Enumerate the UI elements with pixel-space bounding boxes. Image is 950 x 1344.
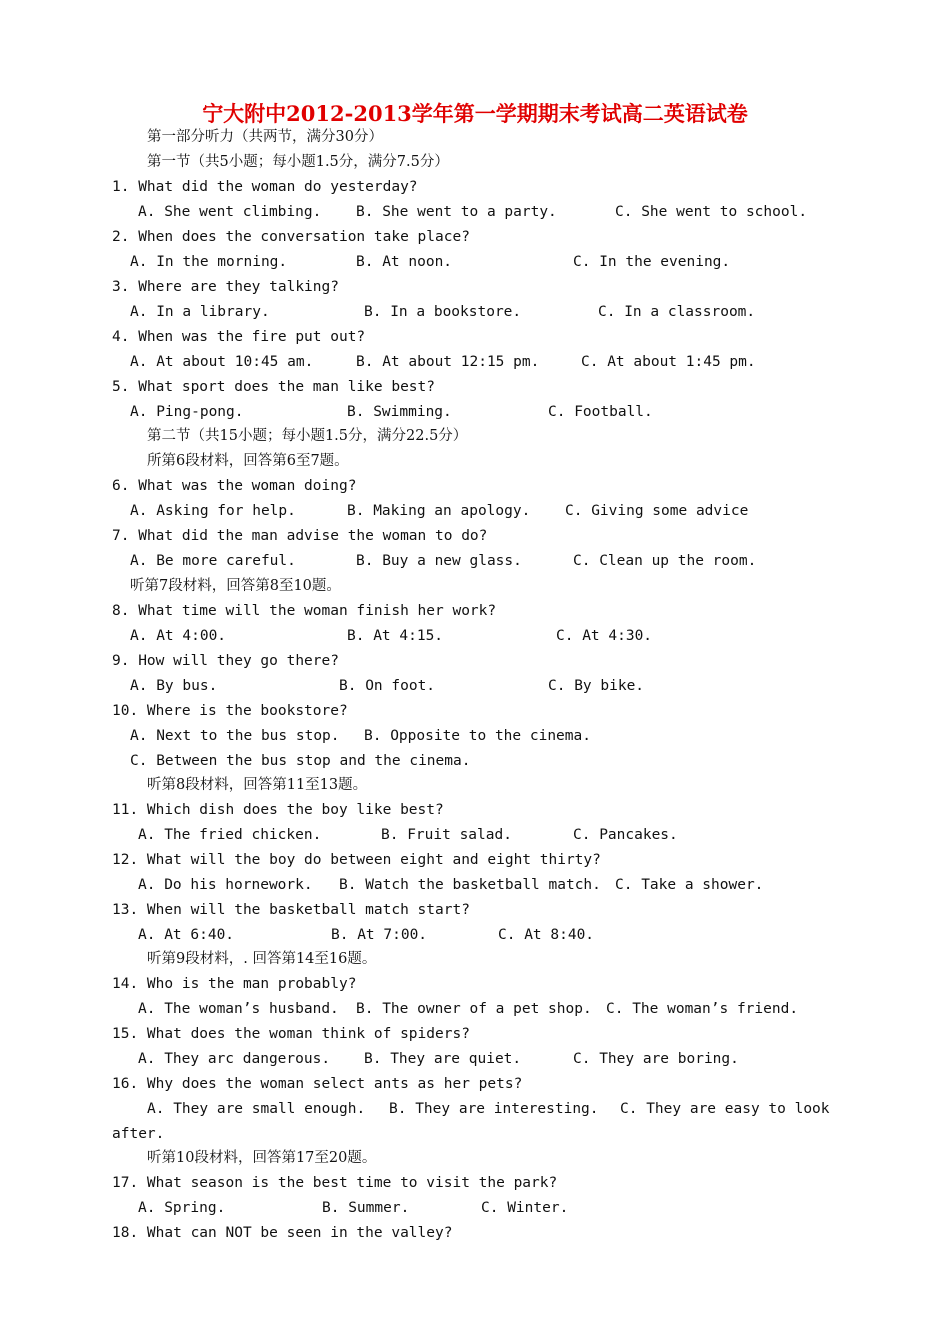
part-heading: 第一部分听力（共两节，满分30分） [147,129,383,145]
option-a: A. Spring. [138,1200,226,1216]
option-b: B. She went to a party. [356,204,557,220]
option-a: A. Asking for help. [130,503,296,519]
section-heading: 第二节（共15小题；每小题1.5分，满分22.5分） [147,428,468,444]
option-c: C. In a classroom. [598,304,756,320]
option-c: C. She went to school. [615,204,808,220]
option-c: C. Take a shower. [615,877,764,893]
question-text: 15. What does the woman think of spiders? [112,1026,470,1042]
option-b: B. At about 12:15 pm. [356,354,540,370]
option-c: C. Pancakes. [573,827,678,843]
option-c: C. The woman’s friend. [606,1001,799,1017]
option-a: A. They arc dangerous. [138,1051,331,1067]
option-b: B. On foot. [339,678,436,694]
option-a: A. In the morning. [130,254,288,270]
question-text: 2. When does the conversation take place? [112,229,470,245]
option-a: A. They are small enough. [147,1101,366,1117]
option-c: C. Football. [548,404,653,420]
option-b: B. Summer. [322,1200,410,1216]
option-b: B. Making an apology. [347,503,531,519]
question-text: 14. Who is the man probably? [112,976,357,992]
option-a: A. At 4:00. [130,628,227,644]
question-text: 3. Where are they talking? [112,279,339,295]
option-c: C. Clean up the room. [573,553,757,569]
option-b: B. In a bookstore. [364,304,522,320]
question-text: 8. What time will the woman finish her work? [112,603,497,619]
option-a: A. She went climbing. [138,204,322,220]
option-b: B. Watch the basketball match. [339,877,601,893]
question-text: 5. What sport does the man like best? [112,379,436,395]
option-c: C. In the evening. [573,254,731,270]
option-c: C. By bike. [548,678,645,694]
section-heading: 第一节（共5小题；每小题1.5分，满分7.5分） [147,154,449,170]
option-b: B. Opposite to the cinema. [364,728,591,744]
option-c: C. Giving some advice [565,503,749,519]
option-b: B. At noon. [356,254,453,270]
option-b: B. At 4:15. [347,628,444,644]
option-b: B. Buy a new glass. [356,553,522,569]
question-text: 10. Where is the bookstore? [112,703,348,719]
option-b: B. Swimming. [347,404,452,420]
option-a: A. The fried chicken. [138,827,322,843]
question-text: 16. Why does the woman select ants as her pets? [112,1076,523,1092]
option-c: C. They are boring. [573,1051,739,1067]
option-a: A. At 6:40. [138,927,235,943]
material-heading: 听第7段材料，回答第8至10题。 [130,578,341,594]
option-a: A. Next to the bus stop. [130,728,340,744]
option-a: A. Ping-pong. [130,404,244,420]
option-c: C. Winter. [481,1200,569,1216]
option-b: B. Fruit salad. [381,827,512,843]
question-text: 17. What season is the best time to visit the park? [112,1175,558,1191]
option-c: C. At 8:40. [498,927,595,943]
material-heading: 所第6段材料，回答第6至7题。 [147,453,349,469]
option-c: C. They are easy to look [620,1101,830,1117]
question-text: 11. Which dish does the boy like best? [112,802,444,818]
option-a: A. At about 10:45 am. [130,354,314,370]
question-text: 18. What can NOT be seen in the valley? [112,1225,453,1241]
option-b: B. The owner of a pet shop. [356,1001,592,1017]
question-text: 9. How will they go there? [112,653,339,669]
option-a: A. Be more careful. [130,553,296,569]
option-a: A. Do his hornework. [138,877,313,893]
question-text: 12. What will the boy do between eight and eight thirty? [112,852,601,868]
question-text: 7. What did the man advise the woman to do? [112,528,488,544]
option-a: A. In a library. [130,304,270,320]
question-text: 6. What was the woman doing? [112,478,357,494]
question-text: 13. When will the basketball match start? [112,902,470,918]
question-text: 1. What did the woman do yesterday? [112,179,418,195]
option-b: B. They are interesting. [389,1101,599,1117]
option-c-continued: after. [112,1126,165,1142]
option-a: A. By bus. [130,678,218,694]
material-heading: 听第9段材料，. 回答第14至16题。 [147,951,377,967]
option-a: A. The woman’s husband. [138,1001,339,1017]
option-c: C. At about 1:45 pm. [581,354,756,370]
option-b: B. At 7:00. [331,927,428,943]
option-b: B. They are quiet. [364,1051,522,1067]
option-c: C. Between the bus stop and the cinema. [130,753,471,769]
page-title: 宁大附中2012-2013学年第一学期期末考试高二英语试卷 [202,101,748,126]
material-heading: 听第8段材料，回答第11至13题。 [147,777,368,793]
material-heading: 听第10段材料，回答第17至20题。 [147,1150,377,1166]
option-c: C. At 4:30. [556,628,653,644]
question-text: 4. When was the fire put out? [112,329,366,345]
